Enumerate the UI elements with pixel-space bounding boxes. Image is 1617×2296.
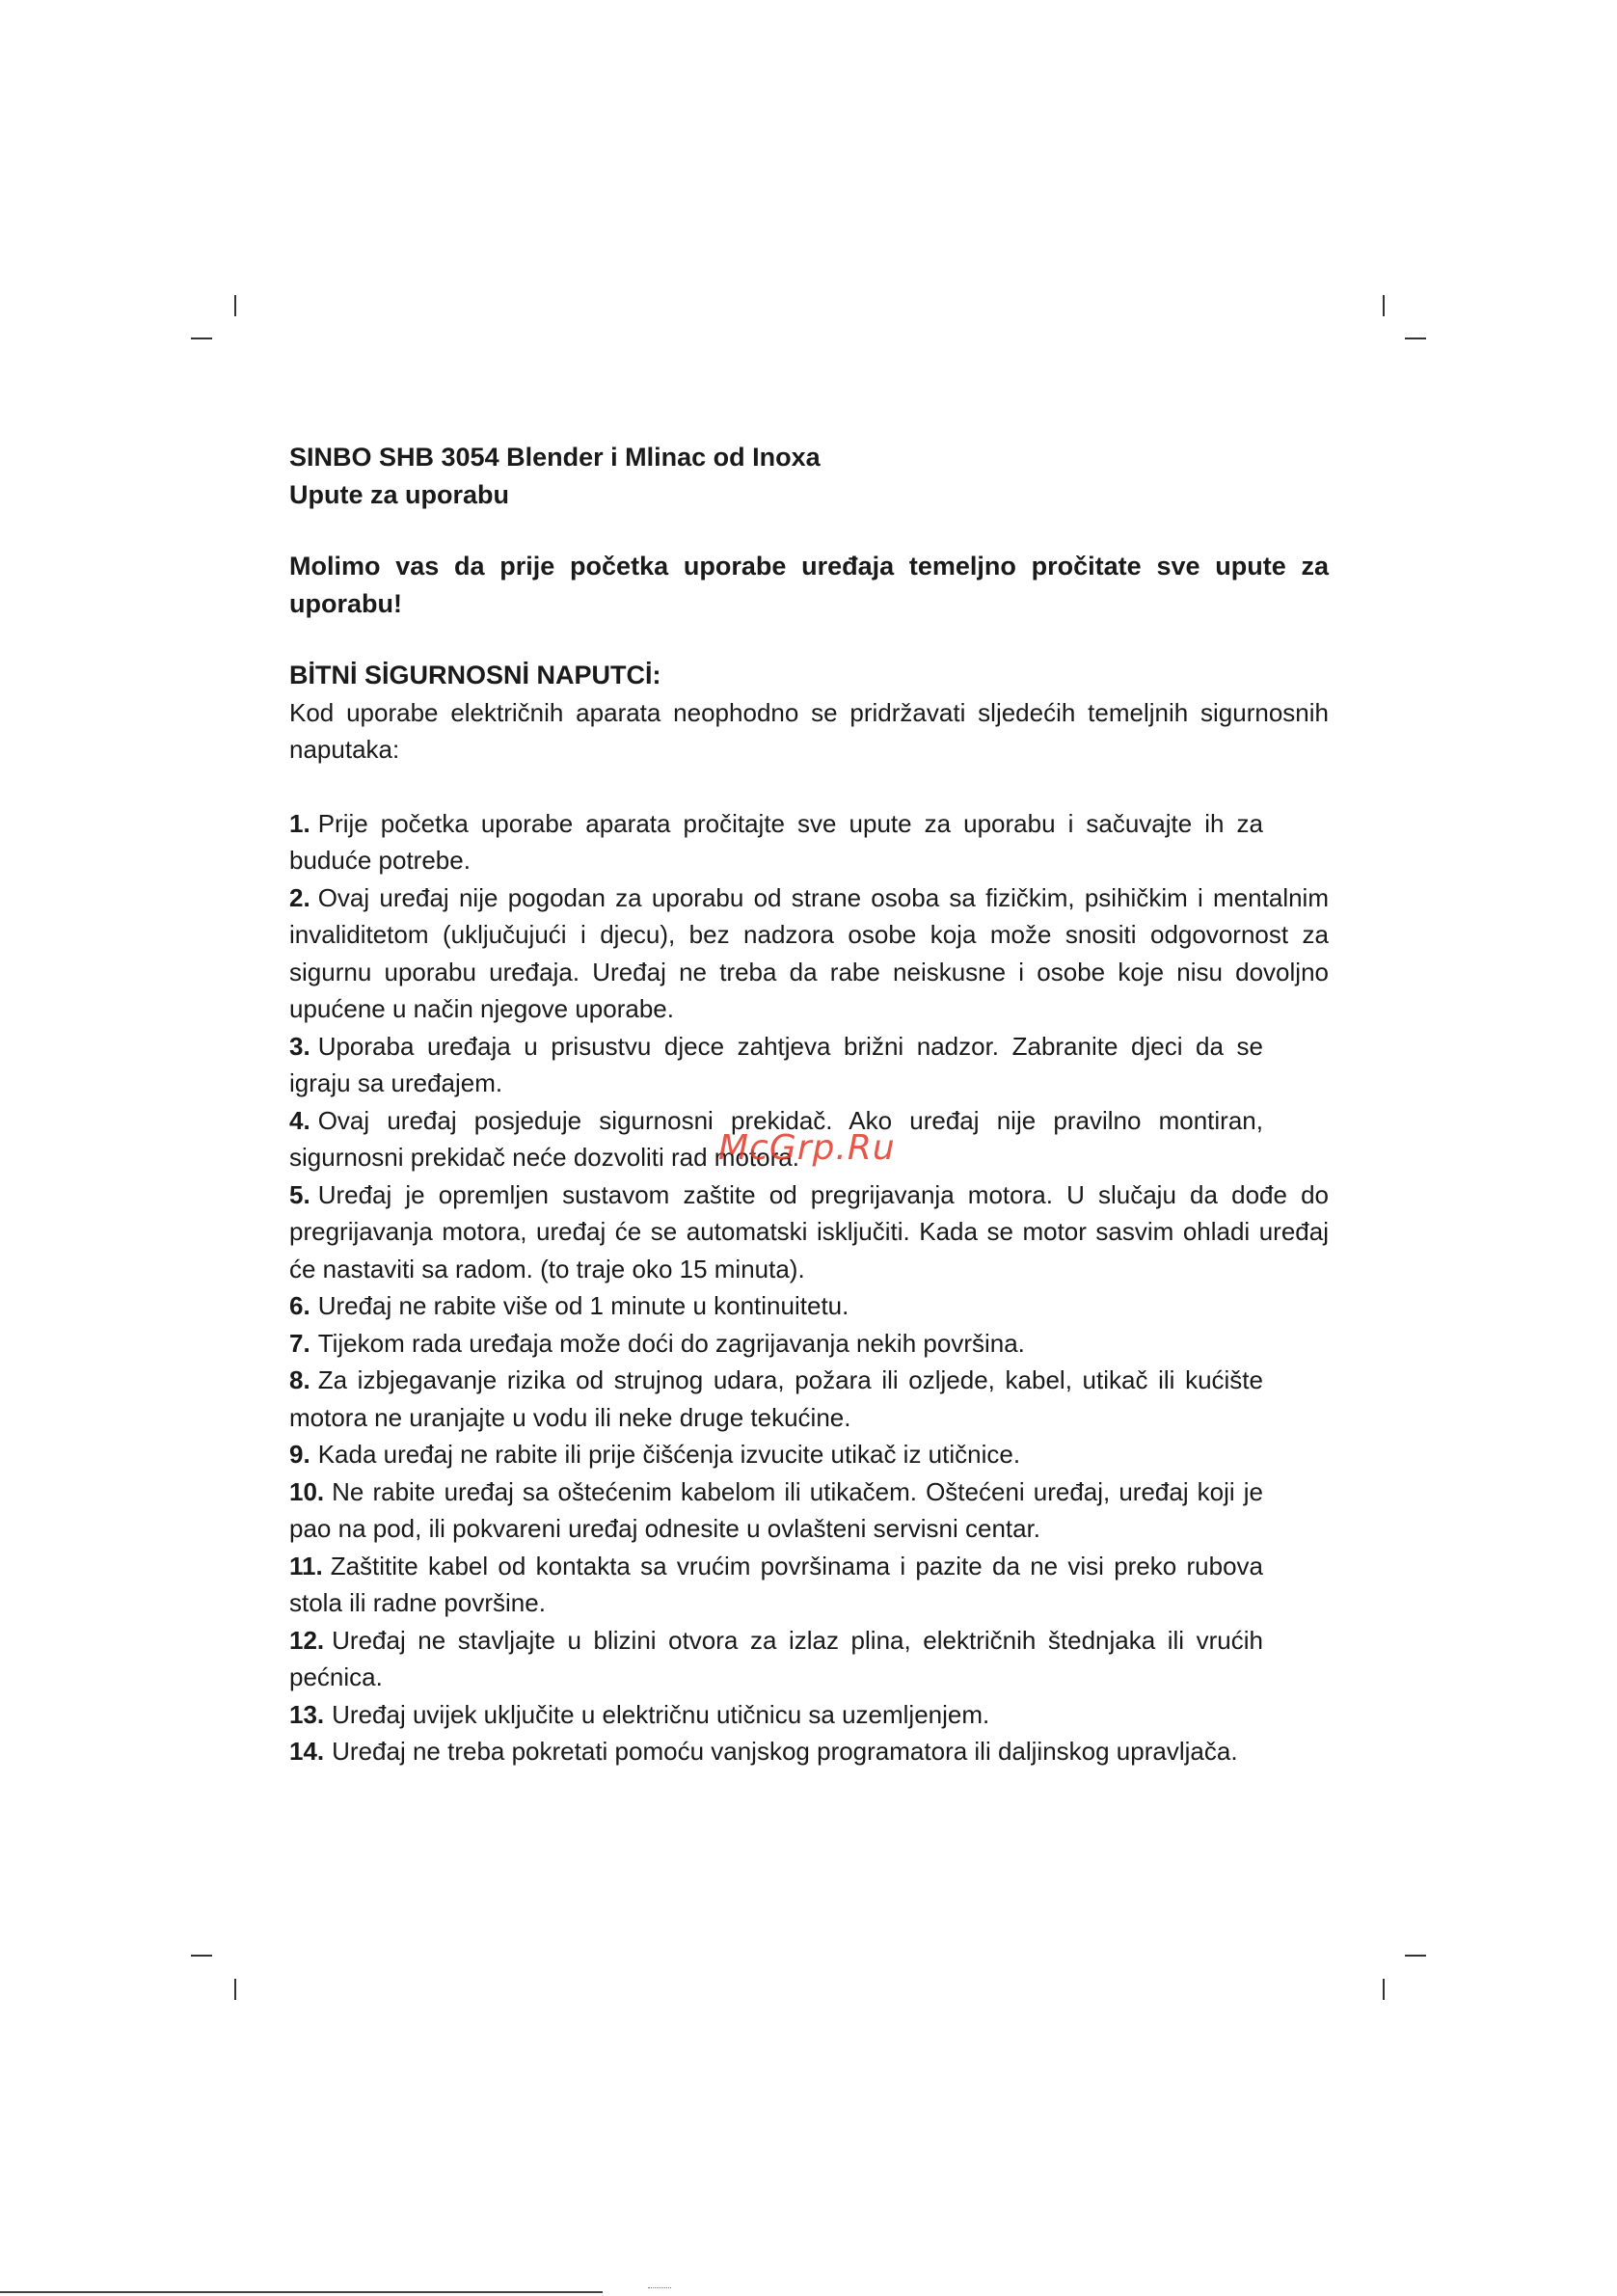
crop-mark-top-right-vertical (1383, 295, 1385, 316)
safety-item-number: 4. (289, 1105, 310, 1135)
safety-item-text: Kada uređaj ne rabite ili prije čišćenja izvucite utikač iz utičnice. (317, 1440, 1021, 1469)
crop-mark-bottom-right-vertical (1383, 1979, 1385, 2000)
safety-item-5 (289, 1176, 1329, 1288)
safety-item-number: 7. (289, 1328, 310, 1358)
footer-rule (0, 2291, 603, 2293)
safety-item-number: 5. (289, 1179, 310, 1209)
safety-intro: Kod uporabe električnih aparata neophodno se pridržavati sljedećih temeljnih sigurnosnih naputaka: (289, 697, 1329, 764)
safety-item-text: Uporaba uređaja u prisustvu djece zahtjeva brižni nadzor. Zabranite djeci da se igraju sa uređajem. (289, 1031, 1263, 1097)
safety-item-text: Uređaj ne treba pokretati pomoću vanjskog programatora ili daljinskog upravljača. (332, 1737, 1238, 1766)
safety-item-text: Ovaj uređaj nije pogodan za uporabu od strane osoba sa fizičkim, psihičkim i mentalnim invaliditetom (uključujući i djecu), bez nadzora osobe koja može snositi odgovornost za sigurnu uporabu uređaja. Uređaj ne treba da rabe neiskusne i osobe koje nisu dovoljno upućene u način njegove uporabe. (289, 882, 1329, 1023)
safety-item-12 (289, 1622, 1263, 1696)
safety-item-number: 2. (289, 882, 310, 912)
crop-mark-top-right-horizontal (1405, 338, 1426, 339)
safety-item-3 (289, 1028, 1263, 1102)
safety-item-10 (289, 1473, 1263, 1548)
crop-mark-top-left-vertical (234, 295, 236, 316)
safety-item-text: Zaštitite kabel od kontakta sa vrućim površinama i pazite da ne visi preko rubova stola ili radne površine. (289, 1551, 1263, 1617)
safety-item-text: Ne rabite uređaj sa oštećenim kabelom ili utikačem. Oštećeni uređaj, uređaj koji je pao na pod, ili pokvareni uređaj odnesite u ovlašteni servisni centar. (289, 1476, 1263, 1543)
safety-item-number: 9. (289, 1440, 310, 1469)
safety-item-number: 13. (289, 1699, 325, 1729)
document-title: SINBO SHB 3054 Blender i Mlinac od Inoxa (289, 443, 821, 472)
safety-item-14 (289, 1733, 1263, 1770)
safety-item-number: 1. (289, 808, 310, 838)
safety-item-1 (289, 805, 1263, 879)
read-instructions-warning: Molimo vas da prije početka uporabe uređaja temeljno pročitate sve upute za uporabu! (289, 552, 1329, 618)
crop-mark-bottom-right-horizontal (1405, 1955, 1426, 1957)
safety-item-number: 12. (289, 1625, 325, 1655)
safety-item-text: Uređaj ne rabite više od 1 minute u kontinuitetu. (317, 1291, 849, 1320)
safety-item-13 (289, 1696, 1263, 1734)
safety-list (289, 805, 1329, 1770)
safety-item-number: 8. (289, 1365, 310, 1394)
safety-item-number: 6. (289, 1291, 310, 1320)
safety-item-number: 10. (289, 1476, 325, 1506)
safety-item-text: Tijekom rada uređaja može doći do zagrijavanja nekih površina. (317, 1328, 1025, 1358)
safety-item-text: Uređaj ne stavljajte u blizini otvora za izlaz plina, električnih štednjaka ili vrućih pećnica. (289, 1625, 1263, 1691)
safety-heading: BİTNİ SİGURNOSNİ NAPUTCİ: (289, 661, 661, 689)
safety-item-text: Ovaj uređaj posjeduje sigurnosni prekidač. Ako uređaj nije pravilno montiran, sigurnosni prekidač neće dozvoliti rad motora. (289, 1105, 1263, 1172)
document-subtitle: Upute za uporabu (289, 479, 509, 509)
safety-item-7 (289, 1325, 1329, 1363)
safety-item-number: 3. (289, 1031, 310, 1061)
crop-mark-bottom-left-vertical (234, 1979, 236, 2000)
safety-item-text: Za izbjegavanje rizika od strujnog udara, požara ili ozljede, kabel, utikač ili kućište motora ne uranjajte u vodu ili neke druge tekućine. (289, 1365, 1263, 1432)
footer-mark (648, 2287, 671, 2292)
watermark-text: McGrp.Ru (718, 1128, 896, 1168)
safety-item-9 (289, 1436, 1329, 1473)
safety-item-number: 11. (289, 1551, 323, 1580)
safety-item-11 (289, 1548, 1263, 1622)
safety-item-8 (289, 1362, 1263, 1436)
safety-item-6 (289, 1287, 1329, 1325)
safety-item-text: Uređaj je opremljen sustavom zaštite od pregrijavanja motora. U slučaju da dođe do pregrijavanja motora, uređaj će se automatski isključiti. Kada se motor sasvim ohladi uređaj će nastaviti sa radom. (to traje oko 15 minuta). (289, 1179, 1329, 1283)
crop-mark-top-left-horizontal (191, 338, 212, 339)
safety-item-number: 14. (289, 1737, 325, 1766)
safety-item-text: Uređaj uvijek uključite u električnu utičnicu sa uzemljenjem. (332, 1699, 990, 1729)
document-body (289, 439, 1329, 1770)
safety-item-text: Prije početka uporabe aparata pročitajte sve upute za uporabu i sačuvajte ih za buduće potrebe. (289, 808, 1263, 875)
crop-mark-bottom-left-horizontal (191, 1955, 212, 1957)
safety-item-2 (289, 879, 1329, 1028)
